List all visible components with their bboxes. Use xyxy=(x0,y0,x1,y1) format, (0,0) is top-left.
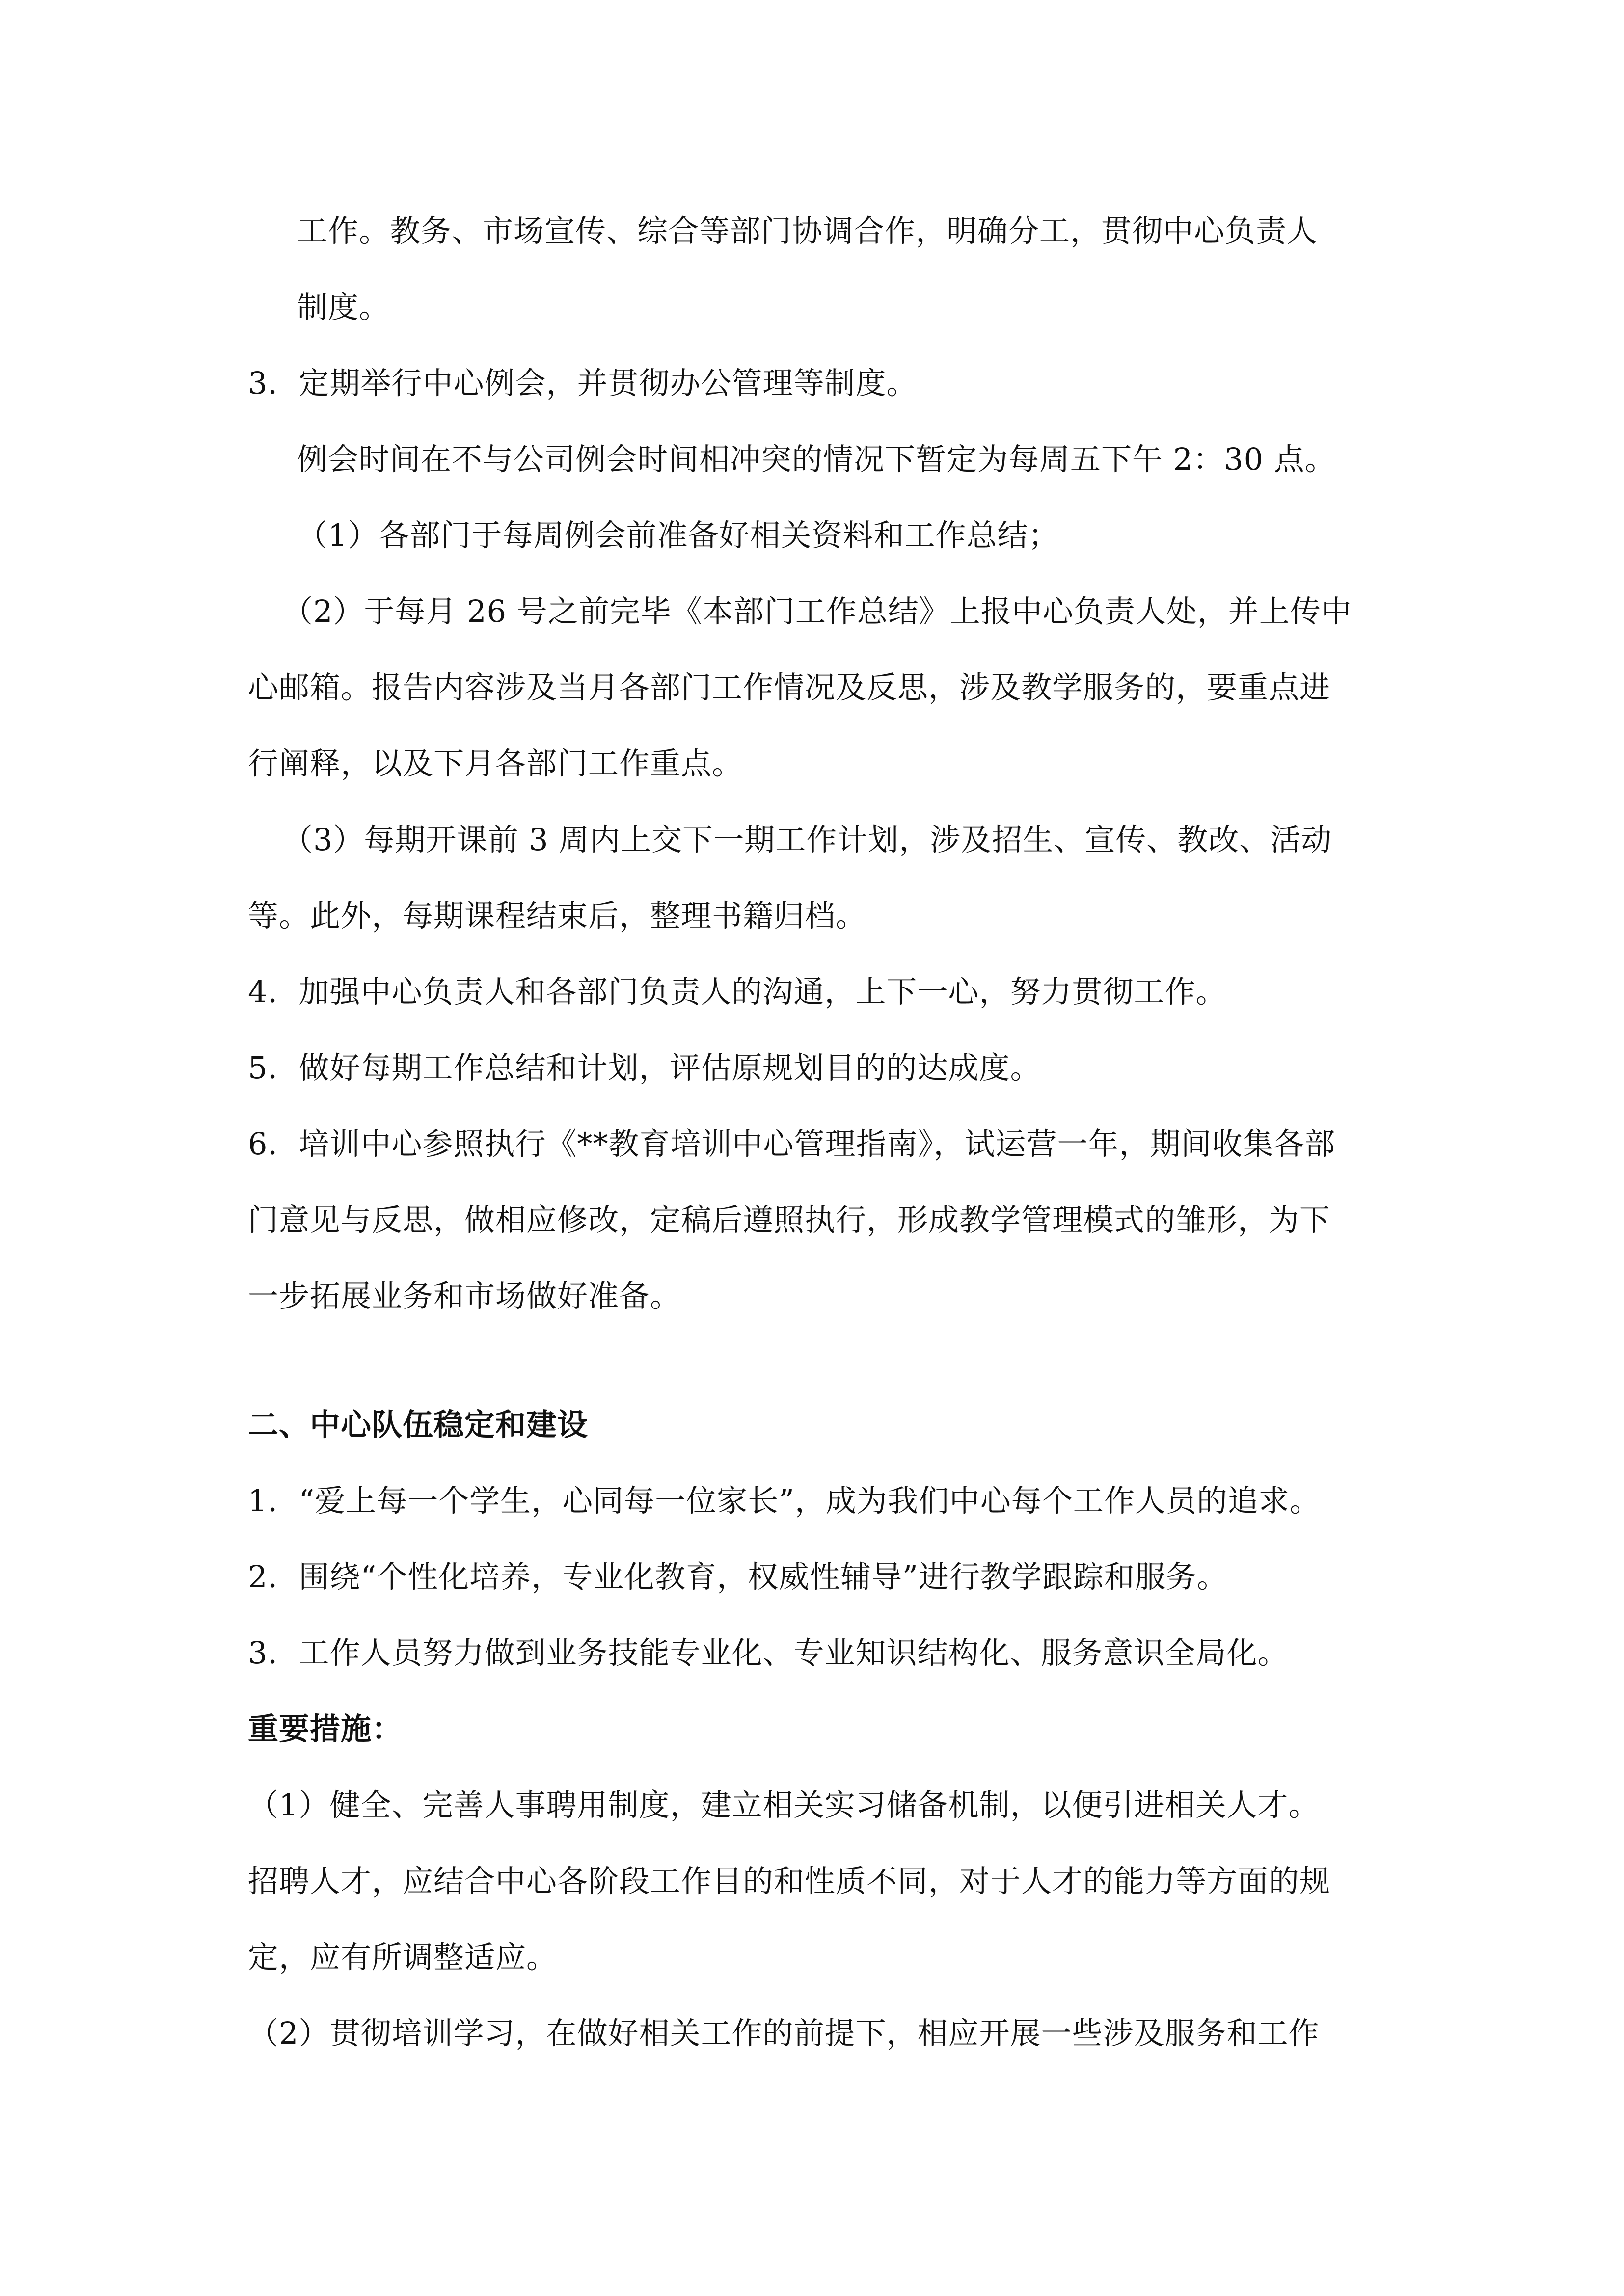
list-item: 3．工作人员努力做到业务技能专业化、专业知识结构化、服务意识全局化。 xyxy=(248,1635,1289,1671)
section-heading: 二、中心队伍稳定和建设 xyxy=(248,1407,589,1442)
sub-list-item: （1）各部门于每周例会前准备好相关资料和工作总结； xyxy=(297,517,1059,553)
text-line: 门意见与反思，做相应修改，定稿后遵照执行，形成教学管理模式的雏形，为下 xyxy=(248,1202,1331,1238)
list-item: 3．定期举行中心例会，并贯彻办公管理等制度。 xyxy=(248,365,918,401)
subheading-measures: 重要措施： xyxy=(248,1711,403,1747)
list-item: 5．做好每期工作总结和计划，评估原规划目的的达成度。 xyxy=(248,1050,1041,1086)
text-line: 工作。教务、市场宣传、综合等部门协调合作，明确分工，贯彻中心负责人 xyxy=(297,213,1318,249)
text-line: 例会时间在不与公司例会时间相冲突的情况下暂定为每周五下午 2：30 点。 xyxy=(297,441,1336,477)
sub-list-item: （3）每期开课前 3 周内上交下一期工作计划，涉及招生、宣传、教改、活动 xyxy=(282,822,1332,857)
text-line: 等。此外，每期课程结束后，整理书籍归档。 xyxy=(248,898,867,934)
list-item: 6．培训中心参照执行《**教育培训中心管理指南》，试运营一年，期间收集各部 xyxy=(248,1126,1336,1162)
sub-list-item: （1）健全、完善人事聘用制度，建立相关实习储备机制，以便引进相关人才。 xyxy=(248,1787,1320,1823)
list-item: 4．加强中心负责人和各部门负责人的沟通，上下一心，努力贯彻工作。 xyxy=(248,974,1227,1010)
text-line: 招聘人才，应结合中心各阶段工作目的和性质不同，对于人才的能力等方面的规 xyxy=(248,1863,1331,1899)
text-line: 定，应有所调整适应。 xyxy=(248,1939,558,1975)
text-line: 心邮箱。报告内容涉及当月各部门工作情况及反思，涉及教学服务的，要重点进 xyxy=(248,669,1331,705)
list-item: 1．“爱上每一个学生，心同每一位家长”，成为我们中心每个工作人员的追求。 xyxy=(248,1483,1321,1519)
sub-list-item: （2）贯彻培训学习，在做好相关工作的前提下，相应开展一些涉及服务和工作 xyxy=(248,2015,1320,2051)
text-line: 一步拓展业务和市场做好准备。 xyxy=(248,1278,681,1314)
sub-list-item: （2）于每月 26 号之前完毕《本部门工作总结》上报中心负责人处，并上传中 xyxy=(282,593,1352,629)
text-line: 行阐释，以及下月各部门工作重点。 xyxy=(248,746,743,781)
list-item: 2．围绕“个性化培养，专业化教育，权威性辅导”进行教学跟踪和服务。 xyxy=(248,1559,1228,1595)
text-line: 制度。 xyxy=(297,289,390,325)
